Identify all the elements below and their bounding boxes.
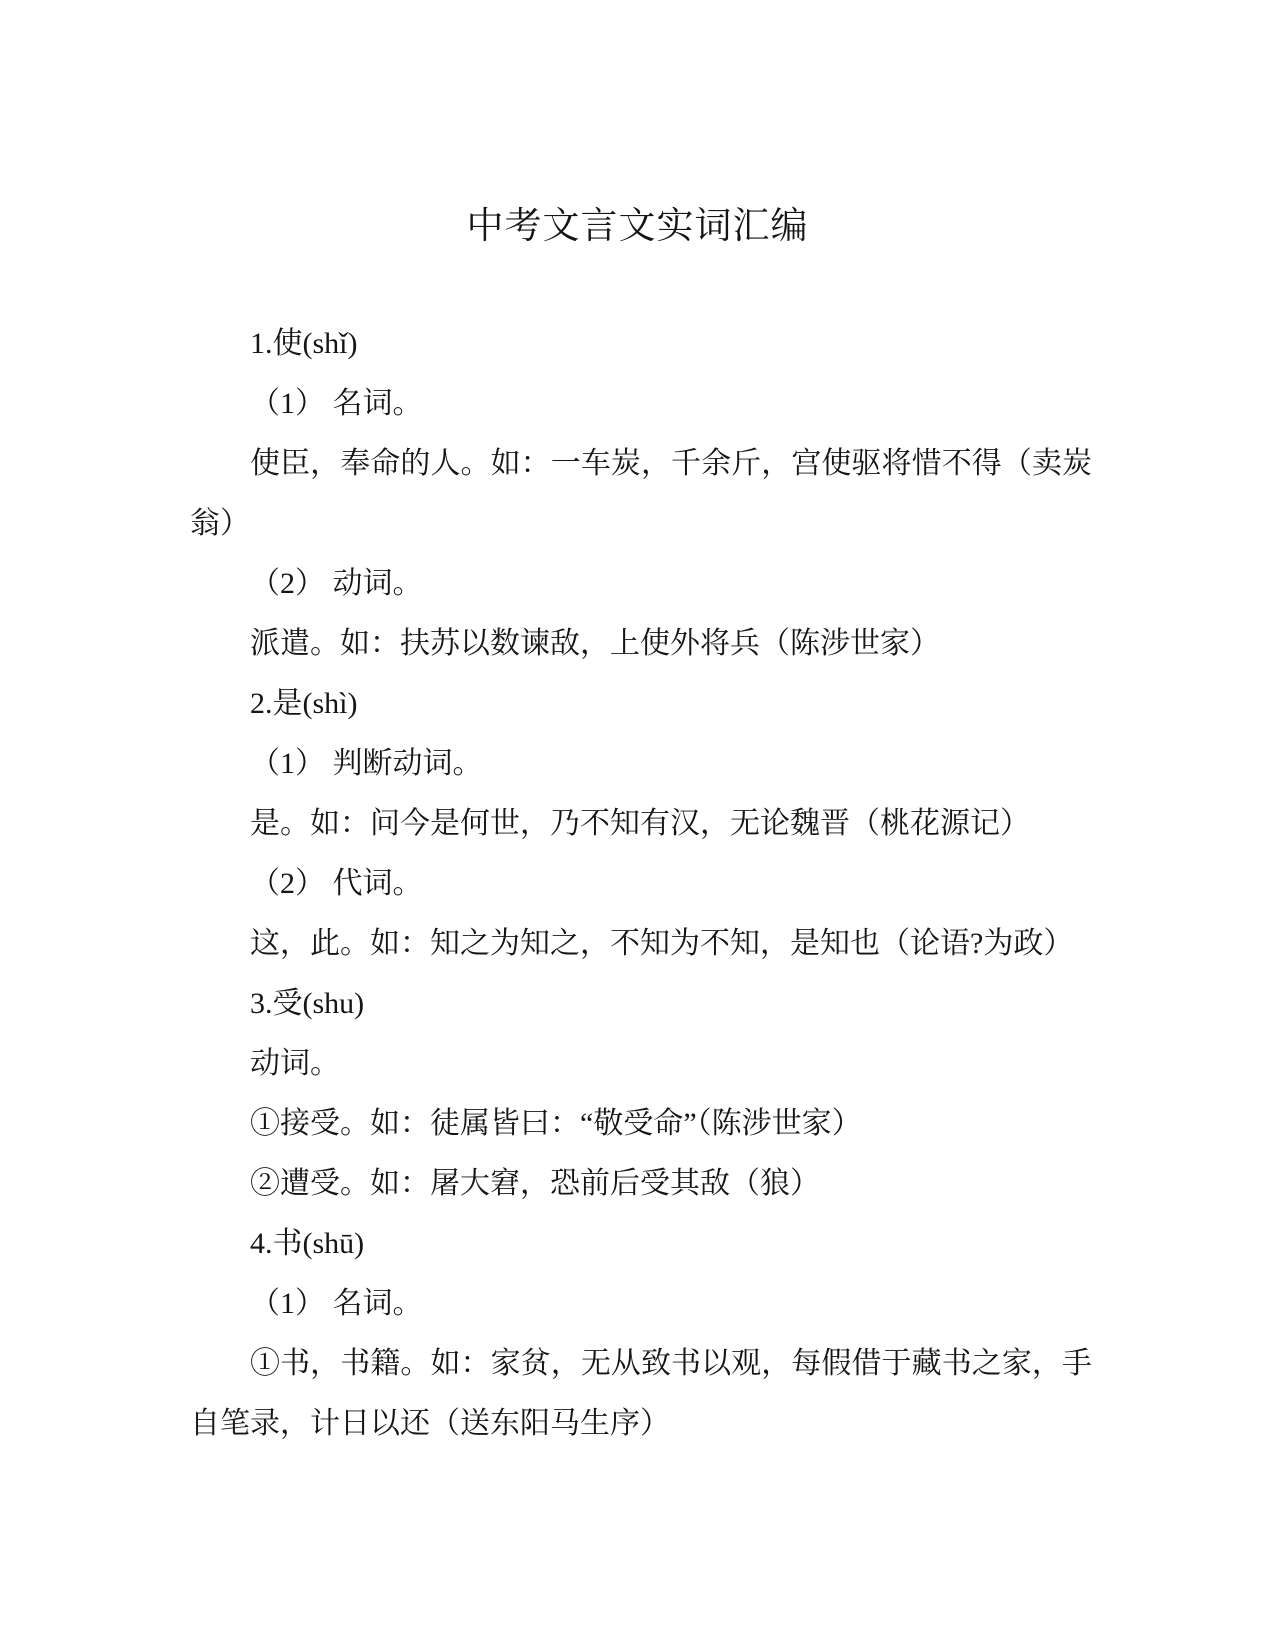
paragraph-entry-2-sense-2: （2） 代词。 — [250, 867, 423, 900]
paragraph-entry-1-sense-1: （1） 名词。 — [250, 387, 423, 420]
document-body — [190, 314, 1092, 1454]
paragraph-entry-2-example-2: 这，此。如：知之为知之，不知为不知，是知也（论语?为政） — [250, 927, 1074, 960]
paragraph-entry-3-example-2: ②遭受。如：屠大窘，恐前后受其敌（狼） — [250, 1167, 820, 1200]
paragraph-entry-3-word: 3.受(shu) — [250, 987, 365, 1020]
paragraph-entry-3-sense: 动词。 — [250, 1047, 340, 1080]
paragraph-entry-1-example-1: 使臣，奉命的人。如：一车炭，千余斤，宫使驱将惜不得（卖炭翁） — [190, 447, 1092, 540]
paragraph-entry-4-sense-1: （1） 名词。 — [250, 1287, 423, 1320]
paragraph-entry-4-word: 4.书(shū) — [250, 1227, 365, 1260]
paragraph-entry-1-example-2: 派遣。如：扶苏以数谏敌，上使外将兵（陈涉世家） — [250, 627, 940, 660]
paragraph-entry-2-example-1: 是。如：问今是何世，乃不知有汉，无论魏晋（桃花源记） — [250, 807, 1030, 840]
paragraph-entry-1-sense-2: （2） 动词。 — [250, 567, 423, 600]
paragraph-entry-2-word: 2.是(shì) — [250, 687, 358, 720]
paragraph-entry-4-example-1: ①书，书籍。如：家贫，无从致书以观，每假借于藏书之家，手自笔录，计日以还（送东阳马生序） — [190, 1347, 1092, 1440]
paragraph-entry-3-example-1: ①接受。如：徒属皆曰：“敬受命”（陈涉世家） — [250, 1107, 862, 1140]
paragraph-entry-1-word: 1.使(shǐ) — [250, 327, 358, 360]
paragraph-entry-2-sense-1: （1） 判断动词。 — [250, 747, 483, 780]
document-title: 中考文言文实词汇编 — [466, 205, 809, 246]
